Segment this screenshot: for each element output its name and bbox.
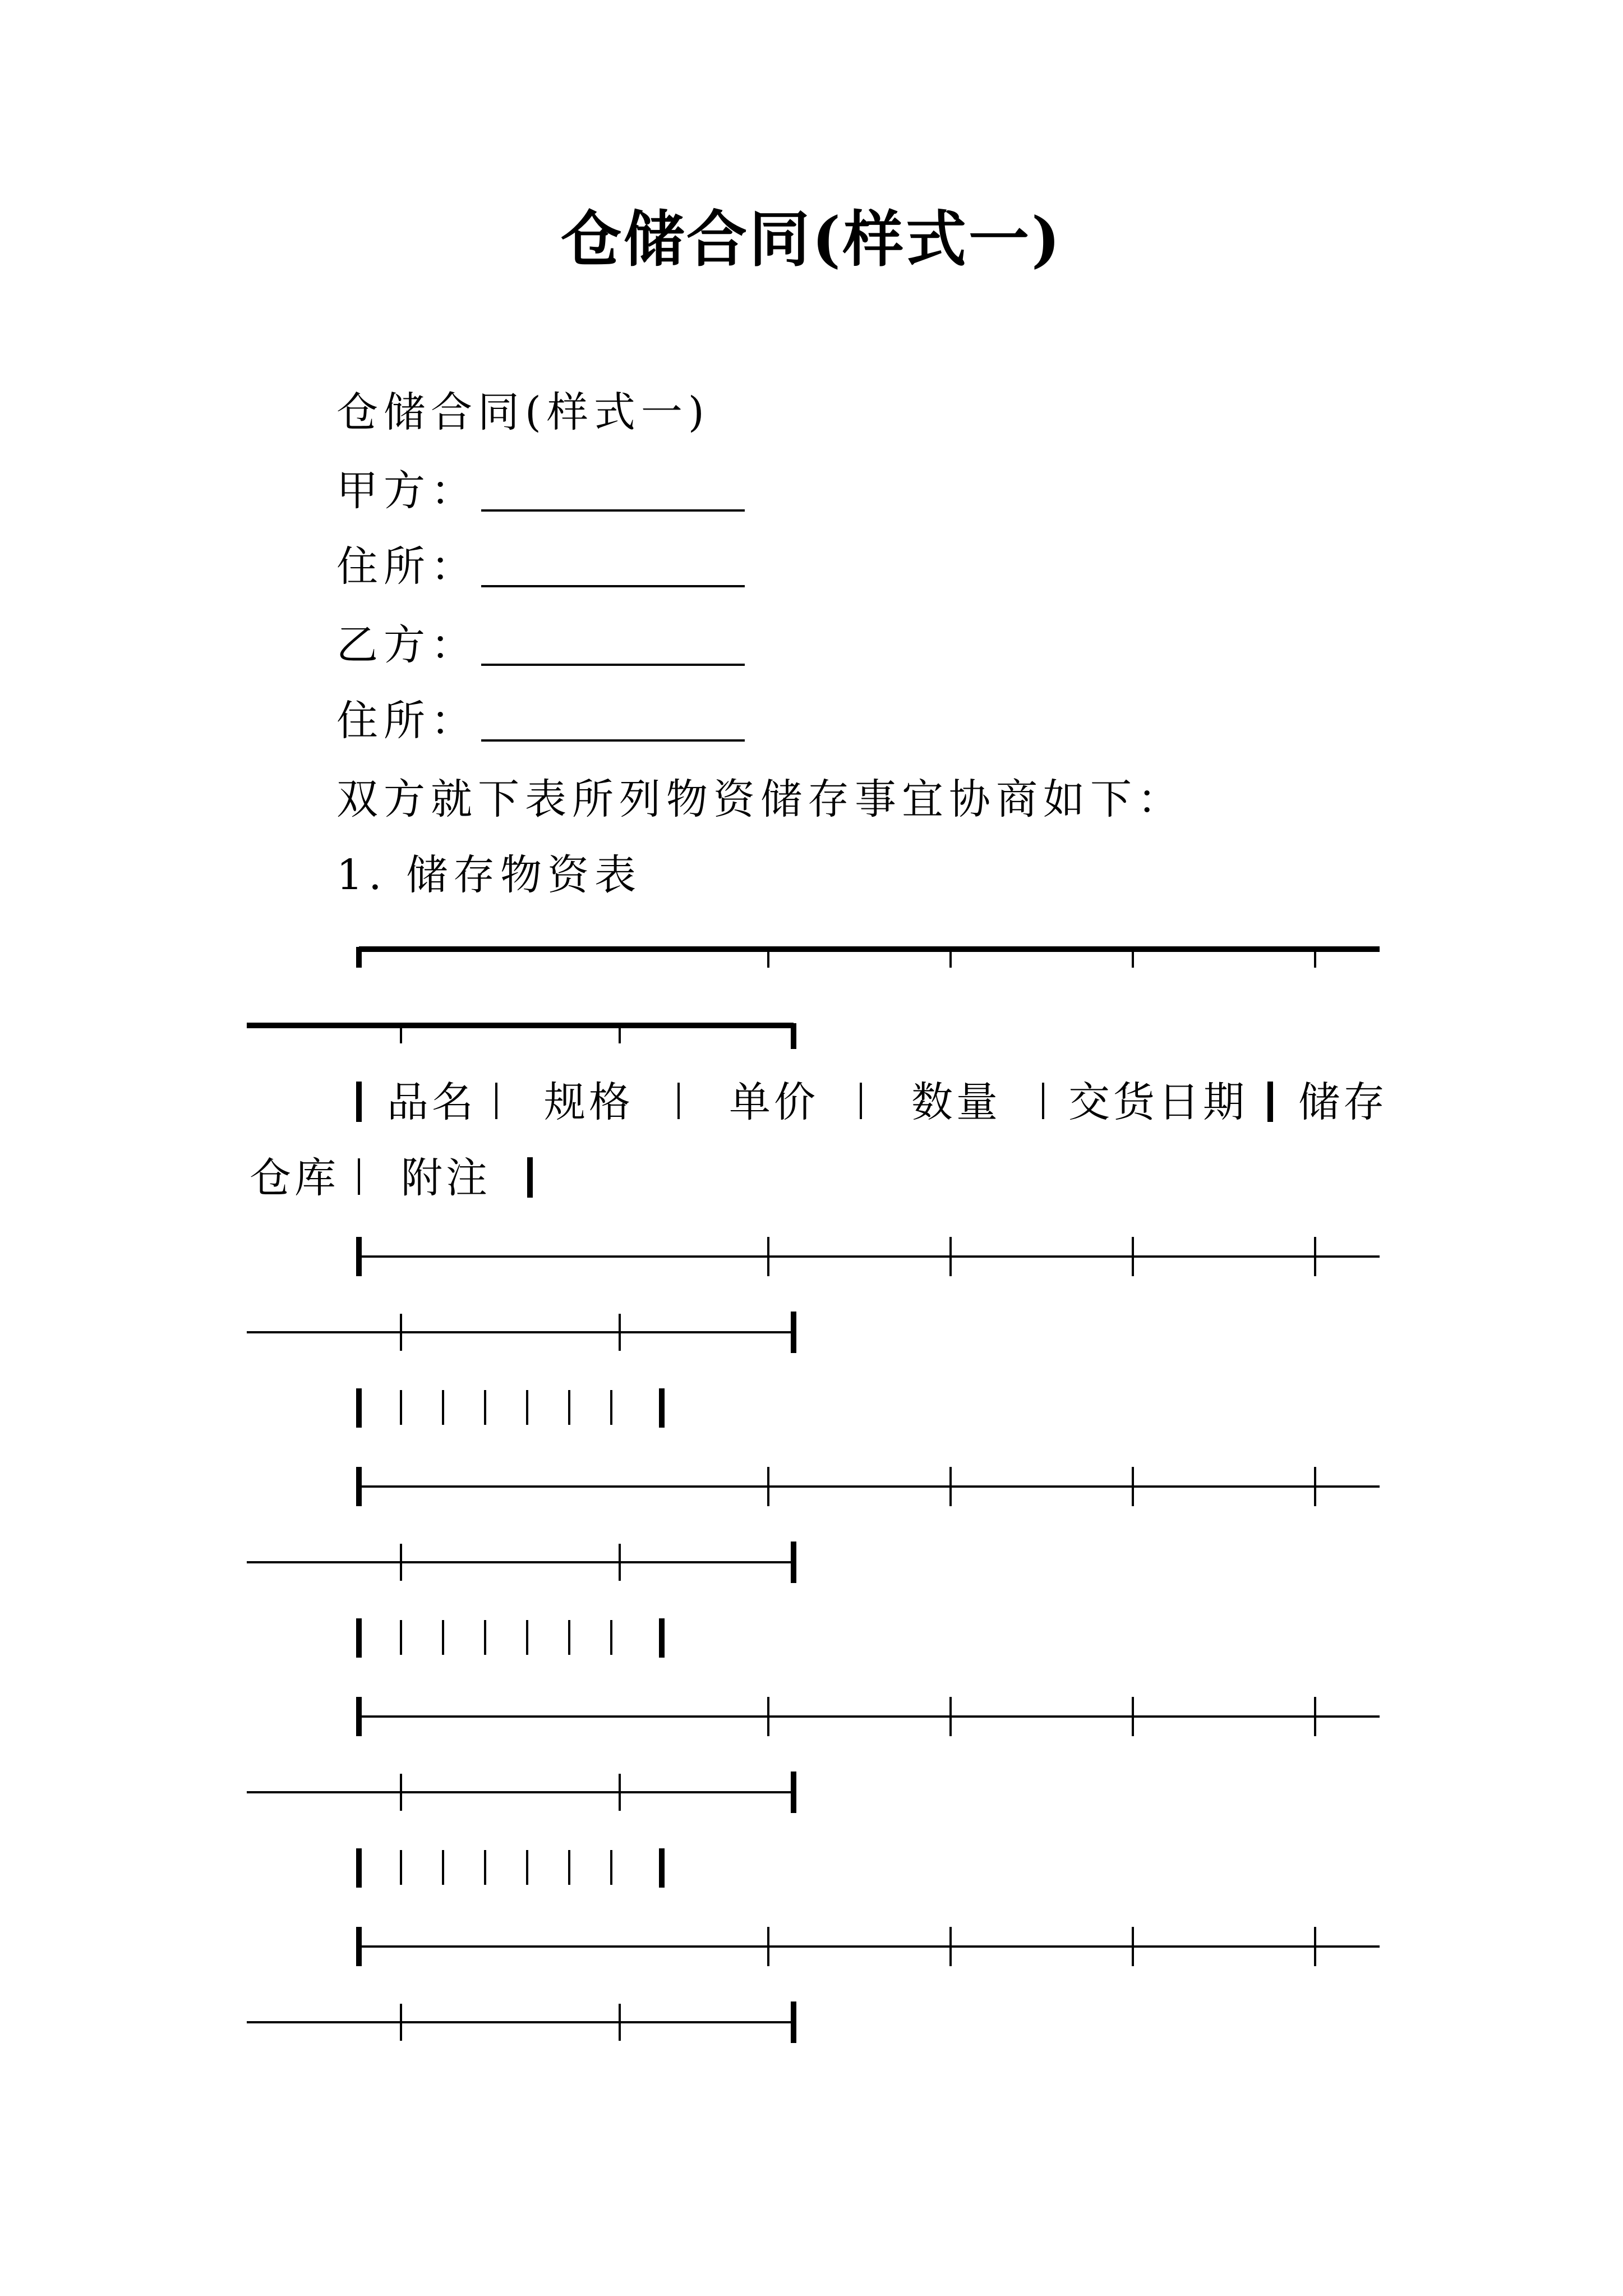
party-b-label: 乙方： (336, 621, 478, 669)
intro-text: 双方就下表所列物资储存事宜协商如下： (336, 775, 1184, 823)
address-a-label: 住所： (336, 542, 478, 591)
party-a-label: 甲方： (336, 467, 478, 515)
empty-row (359, 1388, 662, 1428)
header-quantity: 数量 (911, 1078, 1001, 1126)
document-subtitle: 仓储合同(样式一) (336, 388, 710, 436)
header-delivery-date: 交货日期 (1068, 1078, 1248, 1126)
section-1-heading: 1. 储存物资表 (336, 851, 642, 899)
table-body (247, 1237, 1380, 2043)
header-specification: 规格 (544, 1078, 634, 1126)
document-title: 仓储合同(样式一) (560, 204, 1063, 275)
header-product-name: 品名 (387, 1078, 477, 1126)
header-unit-price: 单价 (729, 1078, 819, 1126)
row-separator (247, 1927, 1380, 2043)
header-remarks: 附注 (401, 1154, 491, 1202)
empty-row (359, 1618, 662, 1658)
row-separator (247, 1697, 1380, 1813)
header-storage-first: 储存 (1298, 1078, 1388, 1126)
row-separator (247, 1237, 1380, 1353)
header-storage-second: 仓库 (250, 1154, 339, 1202)
row-separator (247, 1467, 1380, 1583)
address-b-label: 住所： (336, 697, 478, 745)
empty-row (359, 1848, 662, 1888)
